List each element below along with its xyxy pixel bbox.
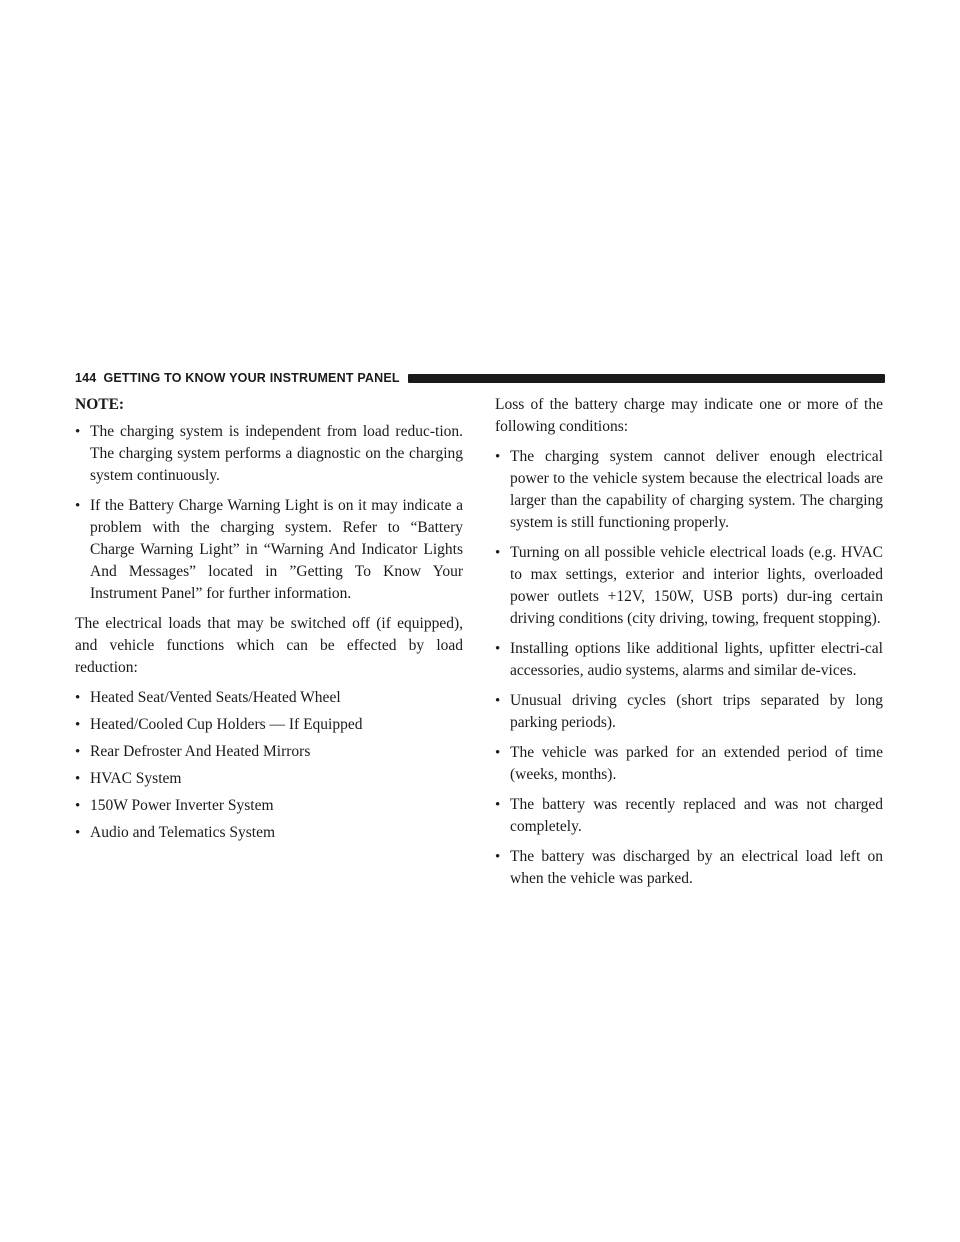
list-item-text: 150W Power Inverter System: [90, 797, 274, 814]
bullet-icon: •: [75, 798, 81, 814]
loads-intro: The electrical loads that may be switched off (if equipped), and vehicle functions which can be effected by load reduction:: [75, 615, 463, 676]
note-label: NOTE:: [75, 396, 125, 413]
bullet-icon: •: [495, 797, 501, 813]
list-item-text: Unusual driving cycles (short trips separated by long parking periods).: [510, 692, 883, 731]
bullet-icon: •: [75, 424, 81, 440]
list-item-text: The vehicle was parked for an extended period of time (weeks, months).: [510, 744, 883, 783]
condition-list: [495, 446, 883, 890]
list-item: [75, 687, 463, 709]
header-rule: [408, 374, 885, 383]
list-item-text: Audio and Telematics System: [90, 824, 276, 841]
bullet-icon: •: [75, 717, 81, 733]
page-header: [75, 371, 885, 385]
bullet-icon: •: [495, 545, 501, 561]
list-item: [75, 822, 463, 844]
list-item: [75, 421, 463, 487]
list-item: [75, 741, 463, 763]
list-item-text: The battery was discharged by an electrical load left on when the vehicle was parked.: [510, 848, 883, 887]
bullet-icon: •: [495, 849, 501, 865]
right-column: [495, 394, 883, 898]
list-item: [495, 446, 883, 534]
list-item: [495, 690, 883, 734]
list-item: [495, 638, 883, 682]
section-title: GETTING TO KNOW YOUR INSTRUMENT PANEL: [103, 371, 400, 385]
list-item-text: Heated/Cooled Cup Holders — If Equipped: [90, 716, 363, 733]
list-item: [75, 795, 463, 817]
list-item: [495, 794, 883, 838]
bullet-icon: •: [75, 690, 81, 706]
list-item: [75, 714, 463, 736]
bullet-icon: •: [75, 498, 81, 514]
bullet-icon: •: [495, 449, 501, 465]
list-item-text: HVAC System: [90, 770, 182, 787]
conditions-intro: Loss of the battery charge may indicate one or more of the following conditions:: [495, 396, 883, 435]
bullet-icon: •: [75, 744, 81, 760]
bullet-icon: •: [495, 693, 501, 709]
list-item: [495, 542, 883, 630]
load-list: [75, 687, 463, 844]
list-item-text: Rear Defroster And Heated Mirrors: [90, 743, 311, 760]
bullet-icon: •: [495, 641, 501, 657]
left-column: [75, 394, 463, 849]
list-item: [75, 495, 463, 605]
bullet-icon: •: [75, 825, 81, 841]
list-item: [75, 768, 463, 790]
list-item-text: Installing options like additional lights, upfitter electri-cal accessories, audio systems, alarms and similar de-vices.: [510, 640, 883, 679]
list-item-text: Turning on all possible vehicle electrical loads (e.g. HVAC to max settings, exterior and interior lights, overloaded power outlets +12V, 150W, USB ports) dur-ing certain driving conditions (city driving, towing, frequent stopping).: [510, 544, 883, 627]
list-item: [495, 846, 883, 890]
list-item-text: The battery was recently replaced and was not charged completely.: [510, 796, 883, 835]
list-item: [495, 742, 883, 786]
bullet-icon: •: [495, 745, 501, 761]
list-item-text: The charging system is independent from load reduc-tion. The charging system performs a diagnostic on the charging system continuously.: [90, 423, 463, 484]
note-list: [75, 421, 463, 605]
list-item-text: Heated Seat/Vented Seats/Heated Wheel: [90, 689, 341, 706]
list-item-text: If the Battery Charge Warning Light is on it may indicate a problem with the charging system. Refer to “Battery Charge Warning Light” in “Warning And Indicator Lights And Messages” located in ”Getting To Know Your Instrument Panel” for further information.: [90, 497, 463, 602]
list-item-text: The charging system cannot deliver enough electrical power to the vehicle system because the electrical loads are larger than the capability of charging system. The charging system is still functioning properly.: [510, 448, 883, 531]
bullet-icon: •: [75, 771, 81, 787]
page-number: 144: [75, 371, 97, 385]
